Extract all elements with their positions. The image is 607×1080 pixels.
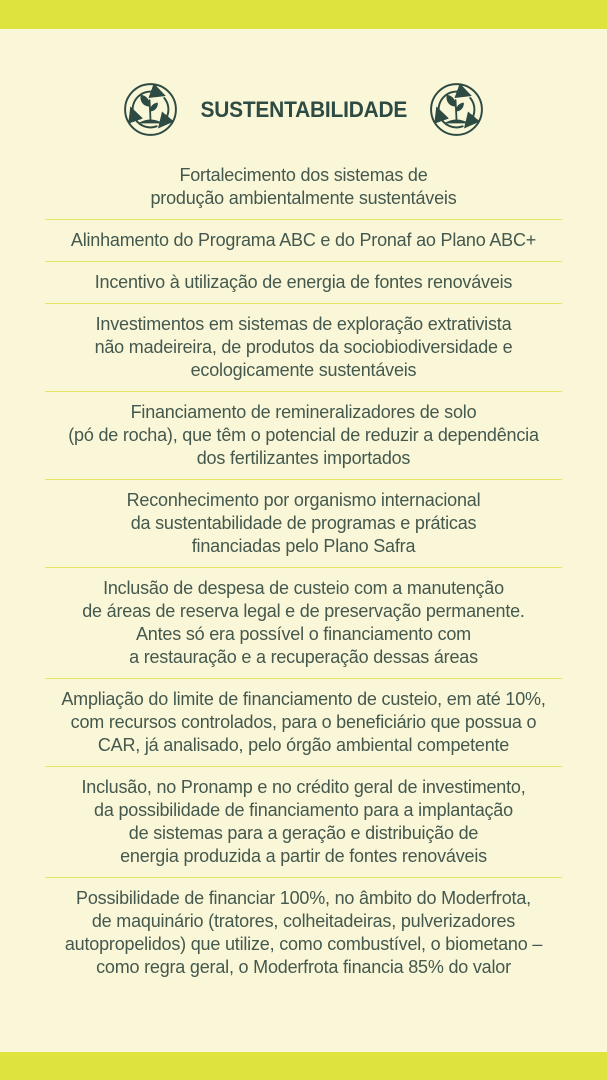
list-item-line: Investimentos em sistemas de exploração extrativista	[95, 314, 512, 334]
bottom-accent-bar	[0, 1052, 607, 1080]
list-item-line: ecologicamente sustentáveis	[190, 360, 417, 380]
list-item-line: Inclusão, no Pronamp e no crédito geral de investimento,	[81, 777, 526, 797]
list-item-line: não madeireira, de produtos da sociobiodiversidade e	[94, 337, 513, 357]
list-item-line: Reconhecimento por organismo internacional	[126, 490, 481, 510]
list-item-line: energia produzida a partir de fontes renováveis	[120, 846, 487, 866]
list-item	[45, 391, 562, 479]
list-item-line: Inclusão de despesa de custeio com a manutenção	[103, 578, 504, 598]
list-item	[45, 766, 562, 877]
list-item-line: da possibilidade de financiamento para a implantação	[94, 800, 513, 820]
list-item	[45, 219, 562, 261]
list-item-line: dos fertilizantes importados	[196, 448, 411, 468]
list-item-line: Antes só era possível o financiamento com	[136, 624, 471, 644]
list-item-line: a restauração e a recuperação dessas áreas	[129, 647, 478, 667]
list-item-line: de maquinário (tratores, colheitadeiras, pulverizadores	[91, 911, 516, 931]
list-item-line: como regra geral, o Moderfrota financia 85% do valor	[96, 957, 511, 977]
list-item-line: com recursos controlados, para o beneficiário que possua o	[70, 712, 537, 732]
plant-recycle-icon	[122, 81, 179, 138]
list-item-line: (pó de rocha), que têm o potencial de reduzir a dependência	[68, 425, 539, 445]
list-item-line: da sustentabilidade de programas e práticas	[130, 513, 477, 533]
list-item-line: CAR, já analisado, pelo órgão ambiental competente	[97, 735, 510, 755]
list-item-line: Fortalecimento dos sistemas de	[179, 165, 428, 185]
list-item-line: Incentivo à utilização de energia de fontes renováveis	[94, 272, 513, 292]
list-item	[45, 261, 562, 303]
list-item	[45, 877, 562, 988]
list-item-line: autopropelidos) que utilize, como combustível, o biometano –	[64, 934, 543, 954]
list-item	[45, 479, 562, 567]
list-item-line: Alinhamento do Programa ABC e do Pronaf ao Plano ABC+	[70, 230, 537, 250]
list-item	[45, 567, 562, 678]
list-item-line: Financiamento de remineralizadores de solo	[130, 402, 477, 422]
list-item	[45, 678, 562, 766]
list-item-line: financiadas pelo Plano Safra	[191, 536, 416, 556]
top-accent-bar	[0, 0, 607, 29]
benefits-list	[45, 155, 562, 988]
list-item-line: produção ambientalmente sustentáveis	[150, 188, 457, 208]
plant-recycle-icon	[428, 81, 485, 138]
page-header	[0, 81, 607, 138]
list-item-line: Ampliação do limite de financiamento de custeio, em até 10%,	[61, 689, 546, 709]
list-item	[45, 155, 562, 219]
list-item-line: de sistemas para a geração e distribuição de	[128, 823, 479, 843]
list-item	[45, 303, 562, 391]
page-title: SUSTENTABILIDADE	[200, 96, 407, 122]
list-item-line: Possibilidade de financiar 100%, no âmbito do Moderfrota,	[76, 888, 531, 908]
list-item-line: de áreas de reserva legal e de preservação permanente.	[82, 601, 525, 621]
